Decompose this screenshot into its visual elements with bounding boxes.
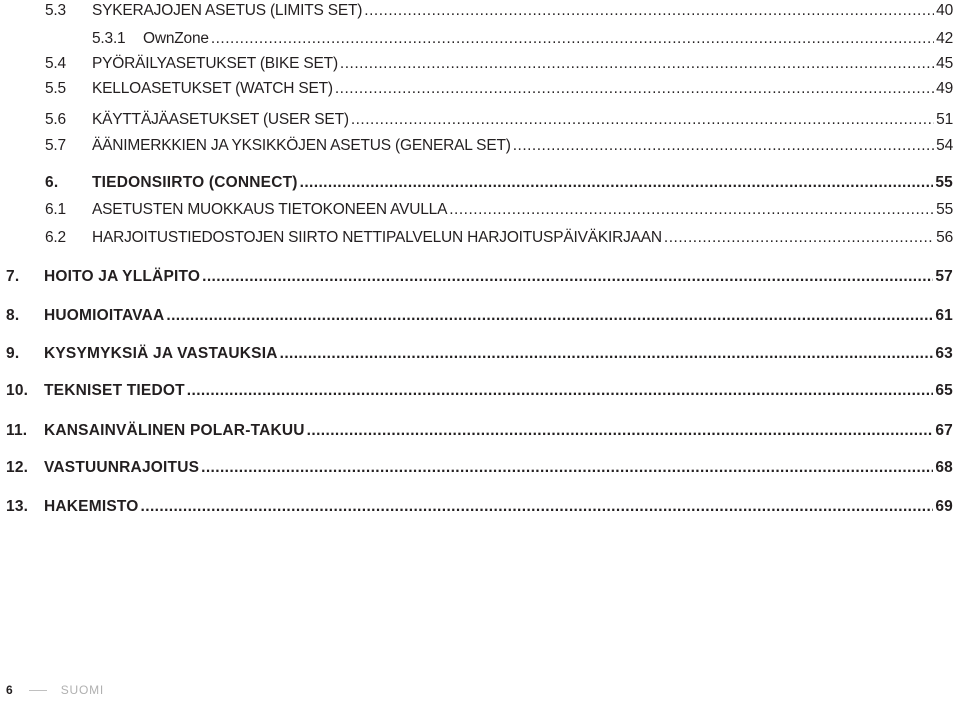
toc-entry[interactable]	[0, 345, 959, 369]
toc-entry-title: TEKNISET TIEDOT	[44, 382, 185, 399]
toc-entry[interactable]	[0, 229, 959, 253]
toc-entry-page: 61	[935, 307, 953, 324]
toc-entry-page: 51	[936, 111, 953, 128]
dot-leader	[201, 459, 933, 477]
page-footer	[6, 683, 104, 697]
toc-entry-page: 54	[936, 137, 953, 154]
dot-leader	[280, 345, 934, 363]
dot-leader	[211, 30, 934, 48]
toc-entry-title: OwnZone	[143, 30, 209, 47]
toc-entry[interactable]	[0, 30, 959, 54]
dot-leader	[307, 422, 934, 440]
toc-entry-page: 68	[935, 459, 953, 476]
toc-entry-title: KYSYMYKSIÄ JA VASTAUKSIA	[44, 345, 278, 362]
toc-entry-number: 13.	[6, 498, 29, 515]
toc-entry-title: SYKERAJOJEN ASETUS (LIMITS SET)	[92, 2, 363, 19]
dot-leader	[300, 174, 934, 192]
toc-entry-title: HUOMIOITAVAA	[44, 307, 165, 324]
toc-entry[interactable]	[0, 201, 959, 225]
toc-entry-page: 65	[935, 382, 953, 399]
toc-entry[interactable]	[0, 498, 959, 522]
toc-entry-number: 5.3.1	[92, 30, 126, 47]
toc-entry-number: 6.	[45, 174, 59, 191]
toc-entry[interactable]	[0, 2, 959, 26]
toc-entry[interactable]	[0, 422, 959, 446]
toc-entry-title: KANSAINVÄLINEN POLAR-TAKUU	[44, 422, 305, 439]
toc-entry-page: 55	[936, 201, 953, 218]
toc-entry[interactable]	[0, 111, 959, 135]
toc-entry[interactable]	[0, 382, 959, 406]
toc-entry[interactable]	[0, 55, 959, 79]
toc-entry-title: VASTUUNRAJOITUS	[44, 459, 200, 476]
toc-entry-number: 6.2	[45, 229, 66, 246]
toc-entry-number: 12.	[6, 459, 29, 476]
dot-leader	[340, 55, 934, 73]
toc-entry-title: KELLOASETUKSET (WATCH SET)	[92, 80, 333, 97]
toc-entry-number: 11.	[6, 422, 28, 439]
toc-entry-title: KÄYTTÄJÄASETUKSET (USER SET)	[92, 111, 349, 128]
toc-entry-title: PYÖRÄILYASETUKSET (BIKE SET)	[92, 55, 338, 72]
toc-entry-title: HOITO JA YLLÄPITO	[44, 268, 201, 285]
toc-entry-number: 5.5	[45, 80, 66, 97]
toc-entry-page: 63	[935, 345, 953, 362]
toc-entry[interactable]	[0, 307, 959, 331]
dot-leader	[664, 229, 934, 247]
toc-entry-number: 10.	[6, 382, 29, 399]
toc-entry-title: HARJOITUSTIEDOSTOJEN SIIRTO NETTIPALVELUN HARJOITUSPÄIVÄKIRJAAN	[92, 229, 662, 246]
toc-entry[interactable]	[0, 268, 959, 292]
dot-leader	[187, 382, 934, 400]
footer-language: SUOMI	[60, 683, 105, 697]
toc-entry-number: 8.	[6, 307, 20, 324]
toc-entry-number: 5.6	[45, 111, 66, 128]
toc-entry[interactable]	[0, 459, 959, 483]
toc-entry-title: ASETUSTEN MUOKKAUS TIETOKONEEN AVULLA	[92, 201, 448, 218]
toc-entry-number: 6.1	[45, 201, 66, 218]
dot-leader	[141, 498, 934, 516]
toc-entry-page: 55	[935, 174, 953, 191]
footer-divider	[29, 690, 47, 691]
dot-leader	[364, 2, 934, 20]
toc-entry-title: ÄÄNIMERKKIEN JA YKSIKKÖJEN ASETUS (GENERAL SET)	[92, 137, 511, 154]
toc-entry-title: HAKEMISTO	[44, 498, 139, 515]
dot-leader	[335, 80, 934, 98]
toc-entry-number: 5.4	[45, 55, 66, 72]
toc-entry-page: 56	[936, 229, 953, 246]
toc-entry-page: 45	[936, 55, 953, 72]
toc-entry-page: 40	[936, 2, 953, 19]
toc-entry[interactable]	[0, 80, 959, 104]
dot-leader	[513, 137, 934, 155]
toc-entry[interactable]	[0, 137, 959, 161]
toc-entry-number: 5.7	[45, 137, 66, 154]
toc-entry[interactable]	[0, 174, 959, 198]
toc-entry-page: 69	[935, 498, 953, 515]
dot-leader	[166, 307, 933, 325]
toc-entry-number: 5.3	[45, 2, 66, 19]
toc-entry-page: 67	[935, 422, 953, 439]
toc-entry-page: 42	[936, 30, 953, 47]
toc-entry-number: 7.	[6, 268, 20, 285]
dot-leader	[351, 111, 934, 129]
dot-leader	[449, 201, 934, 219]
toc-entry-title: TIEDONSIIRTO (CONNECT)	[92, 174, 298, 191]
toc-entry-page: 49	[936, 80, 953, 97]
toc-entry-number: 9.	[6, 345, 20, 362]
toc-entry-page: 57	[935, 268, 953, 285]
footer-page-number: 6	[6, 683, 13, 697]
dot-leader	[202, 268, 933, 286]
